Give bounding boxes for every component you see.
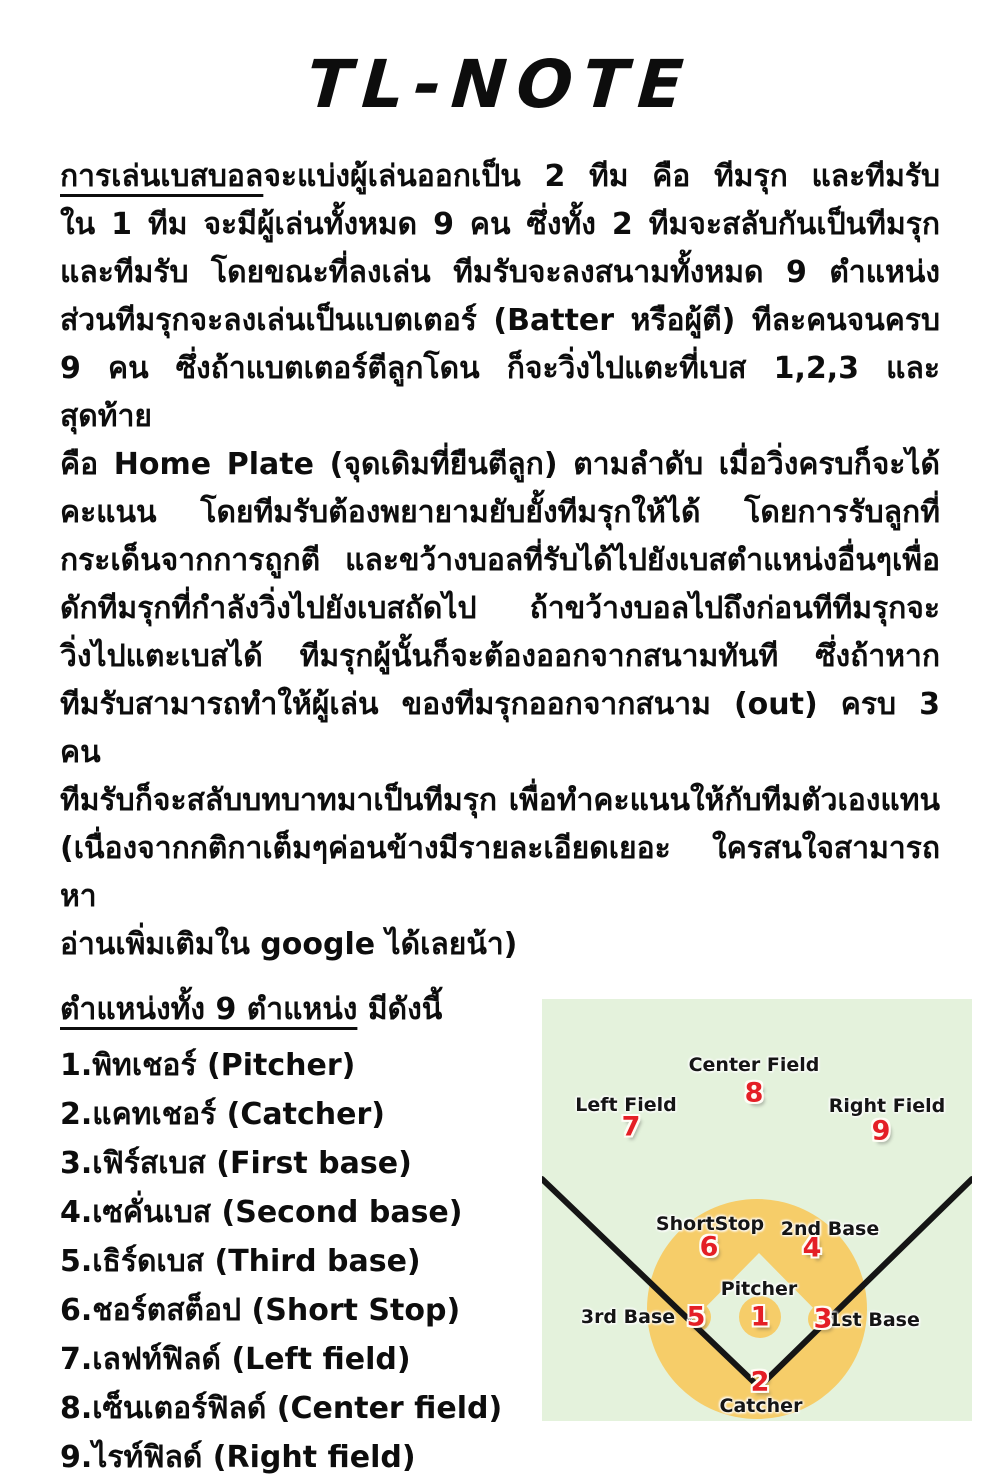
field-number-third-base: 5 — [686, 1301, 706, 1333]
list-item: 5.เธิร์ดเบส (Third base) — [60, 1244, 421, 1279]
paragraph-line: กระเด็นจากการถูกตี และขว้างบอลที่รับได้ไปยังเบสตำแหน่งอื่นๆเพื่อ — [60, 543, 940, 578]
field-number-left-field: 7 — [621, 1111, 641, 1143]
field-number-second-base: 4 — [802, 1232, 822, 1264]
intro-paragraph — [60, 153, 940, 969]
field-number-right-field: 9 — [871, 1115, 891, 1147]
paragraph-line: วิ่งไปแตะเบสได้ ทีมรุกผู้นั้นก็จะต้องออกจากสนามทันที ซึ่งถ้าหาก — [60, 639, 940, 674]
list-item: 2.แคทเชอร์ (Catcher) — [60, 1097, 385, 1132]
list-item: 9.ไรท์ฟิลด์ (Right field) — [60, 1440, 416, 1475]
bottom-section — [60, 985, 972, 1482]
paragraph-line: คะแนน โดยทีมรับต้องพยายามยับยั้งทีมรุกให้ได้ โดยการรับลูกที่ — [60, 495, 940, 530]
paragraph-line-text: จะแบ่งผู้เล่นออกเป็น 2 ทีม คือ ทีมรุก และทีมรับ — [263, 159, 940, 194]
paragraph-line: ดักทีมรุกที่กำลังวิ่งไปยังเบสถัดไป ถ้าขว้างบอลไปถึงก่อนทีทีมรุกจะ — [60, 591, 940, 626]
list-item: 4.เซคั่นเบส (Second base) — [60, 1195, 463, 1230]
positions-list-heading — [60, 985, 508, 1035]
field-label-third-base: 3rd Base — [580, 1306, 676, 1328]
field-label-center-field: Center Field — [688, 1054, 820, 1076]
field-label-shortstop: ShortStop — [655, 1213, 765, 1235]
baseball-field-diagram — [542, 999, 972, 1421]
field-label-pitcher: Pitcher — [720, 1278, 798, 1300]
list-item: 6.ชอร์ตสต็อป (Short Stop) — [60, 1293, 461, 1328]
paragraph-line — [60, 153, 940, 201]
paragraph-line: (เนื่องจากกติกาเต็มๆค่อนข้างมีรายละเอียดเยอะ ใครสนใจสามารถหา — [60, 831, 940, 914]
paragraph-line: และทีมรับ โดยขณะที่ลงเล่น ทีมรับจะลงสนามทั้งหมด 9 ตำแหน่ง — [60, 255, 940, 290]
field-label-catcher: Catcher — [719, 1395, 803, 1417]
positions-list — [60, 1041, 508, 1482]
list-item: 7.เลฟท์ฟิลด์ (Left field) — [60, 1342, 411, 1377]
field-number-first-base: 3 — [813, 1303, 833, 1335]
field-label-right-field: Right Field — [828, 1095, 946, 1117]
paragraph-line: ทีมรับสามารถทำให้ผู้เล่น ของทีมรุกออกจากสนาม (out) ครบ 3 คน — [60, 687, 940, 770]
list-item: 3.เฟิร์สเบส (First base) — [60, 1146, 412, 1181]
paragraph-line: คือ Home Plate (จุดเดิมที่ยืนตีลูก) ตามลำดับ เมื่อวิ่งครบก็จะได้ — [60, 447, 940, 482]
paragraph-line: ใน 1 ทีม จะมีผู้เล่นทั้งหมด 9 คน ซึ่งทั้ง 2 ทีมจะสลับกันเป็นทีมรุก — [60, 207, 940, 242]
paragraph-line: ส่วนทีมรุกจะลงเล่นเป็นแบตเตอร์ (Batter หรือผู้ตี) ทีละคนจนครบ — [60, 303, 940, 338]
field-number-center-field: 8 — [744, 1077, 764, 1109]
list-item: 1.พิทเชอร์ (Pitcher) — [60, 1048, 356, 1083]
paragraph-line: ทีมรับก็จะสลับบทบาทมาเป็นทีมรุก เพื่อทำคะแนนให้กับทีมตัวเองแทน — [60, 783, 940, 818]
paragraph-line: 9 คน ซึ่งถ้าแบตเตอร์ตีลูกโดน ก็จะวิ่งไปแตะที่เบส 1,2,3 และสุดท้าย — [60, 351, 940, 434]
positions-list-column — [60, 985, 508, 1482]
field-number-catcher: 2 — [750, 1366, 770, 1398]
field-label-first-base: 1st Base — [828, 1309, 920, 1331]
field-label-left-field: Left Field — [575, 1094, 677, 1116]
paragraph-line: อ่านเพิ่มเติมใน google ได้เลยน้า) — [60, 927, 518, 962]
page-title: TL-NOTE — [304, 46, 696, 123]
field-label-second-base: 2nd Base — [780, 1218, 880, 1240]
list-item: 8.เซ็นเตอร์ฟิลด์ (Center field) — [60, 1391, 503, 1426]
underlined-heading-text: ตำแหน่งทั้ง 9 ตำแหน่ง — [60, 992, 358, 1027]
field-number-pitcher: 1 — [750, 1301, 770, 1333]
underlined-lead-text: การเล่นเบสบอล — [60, 159, 264, 194]
field-number-shortstop: 6 — [699, 1231, 719, 1263]
heading-rest-text: มีดังนี้ — [357, 992, 443, 1027]
